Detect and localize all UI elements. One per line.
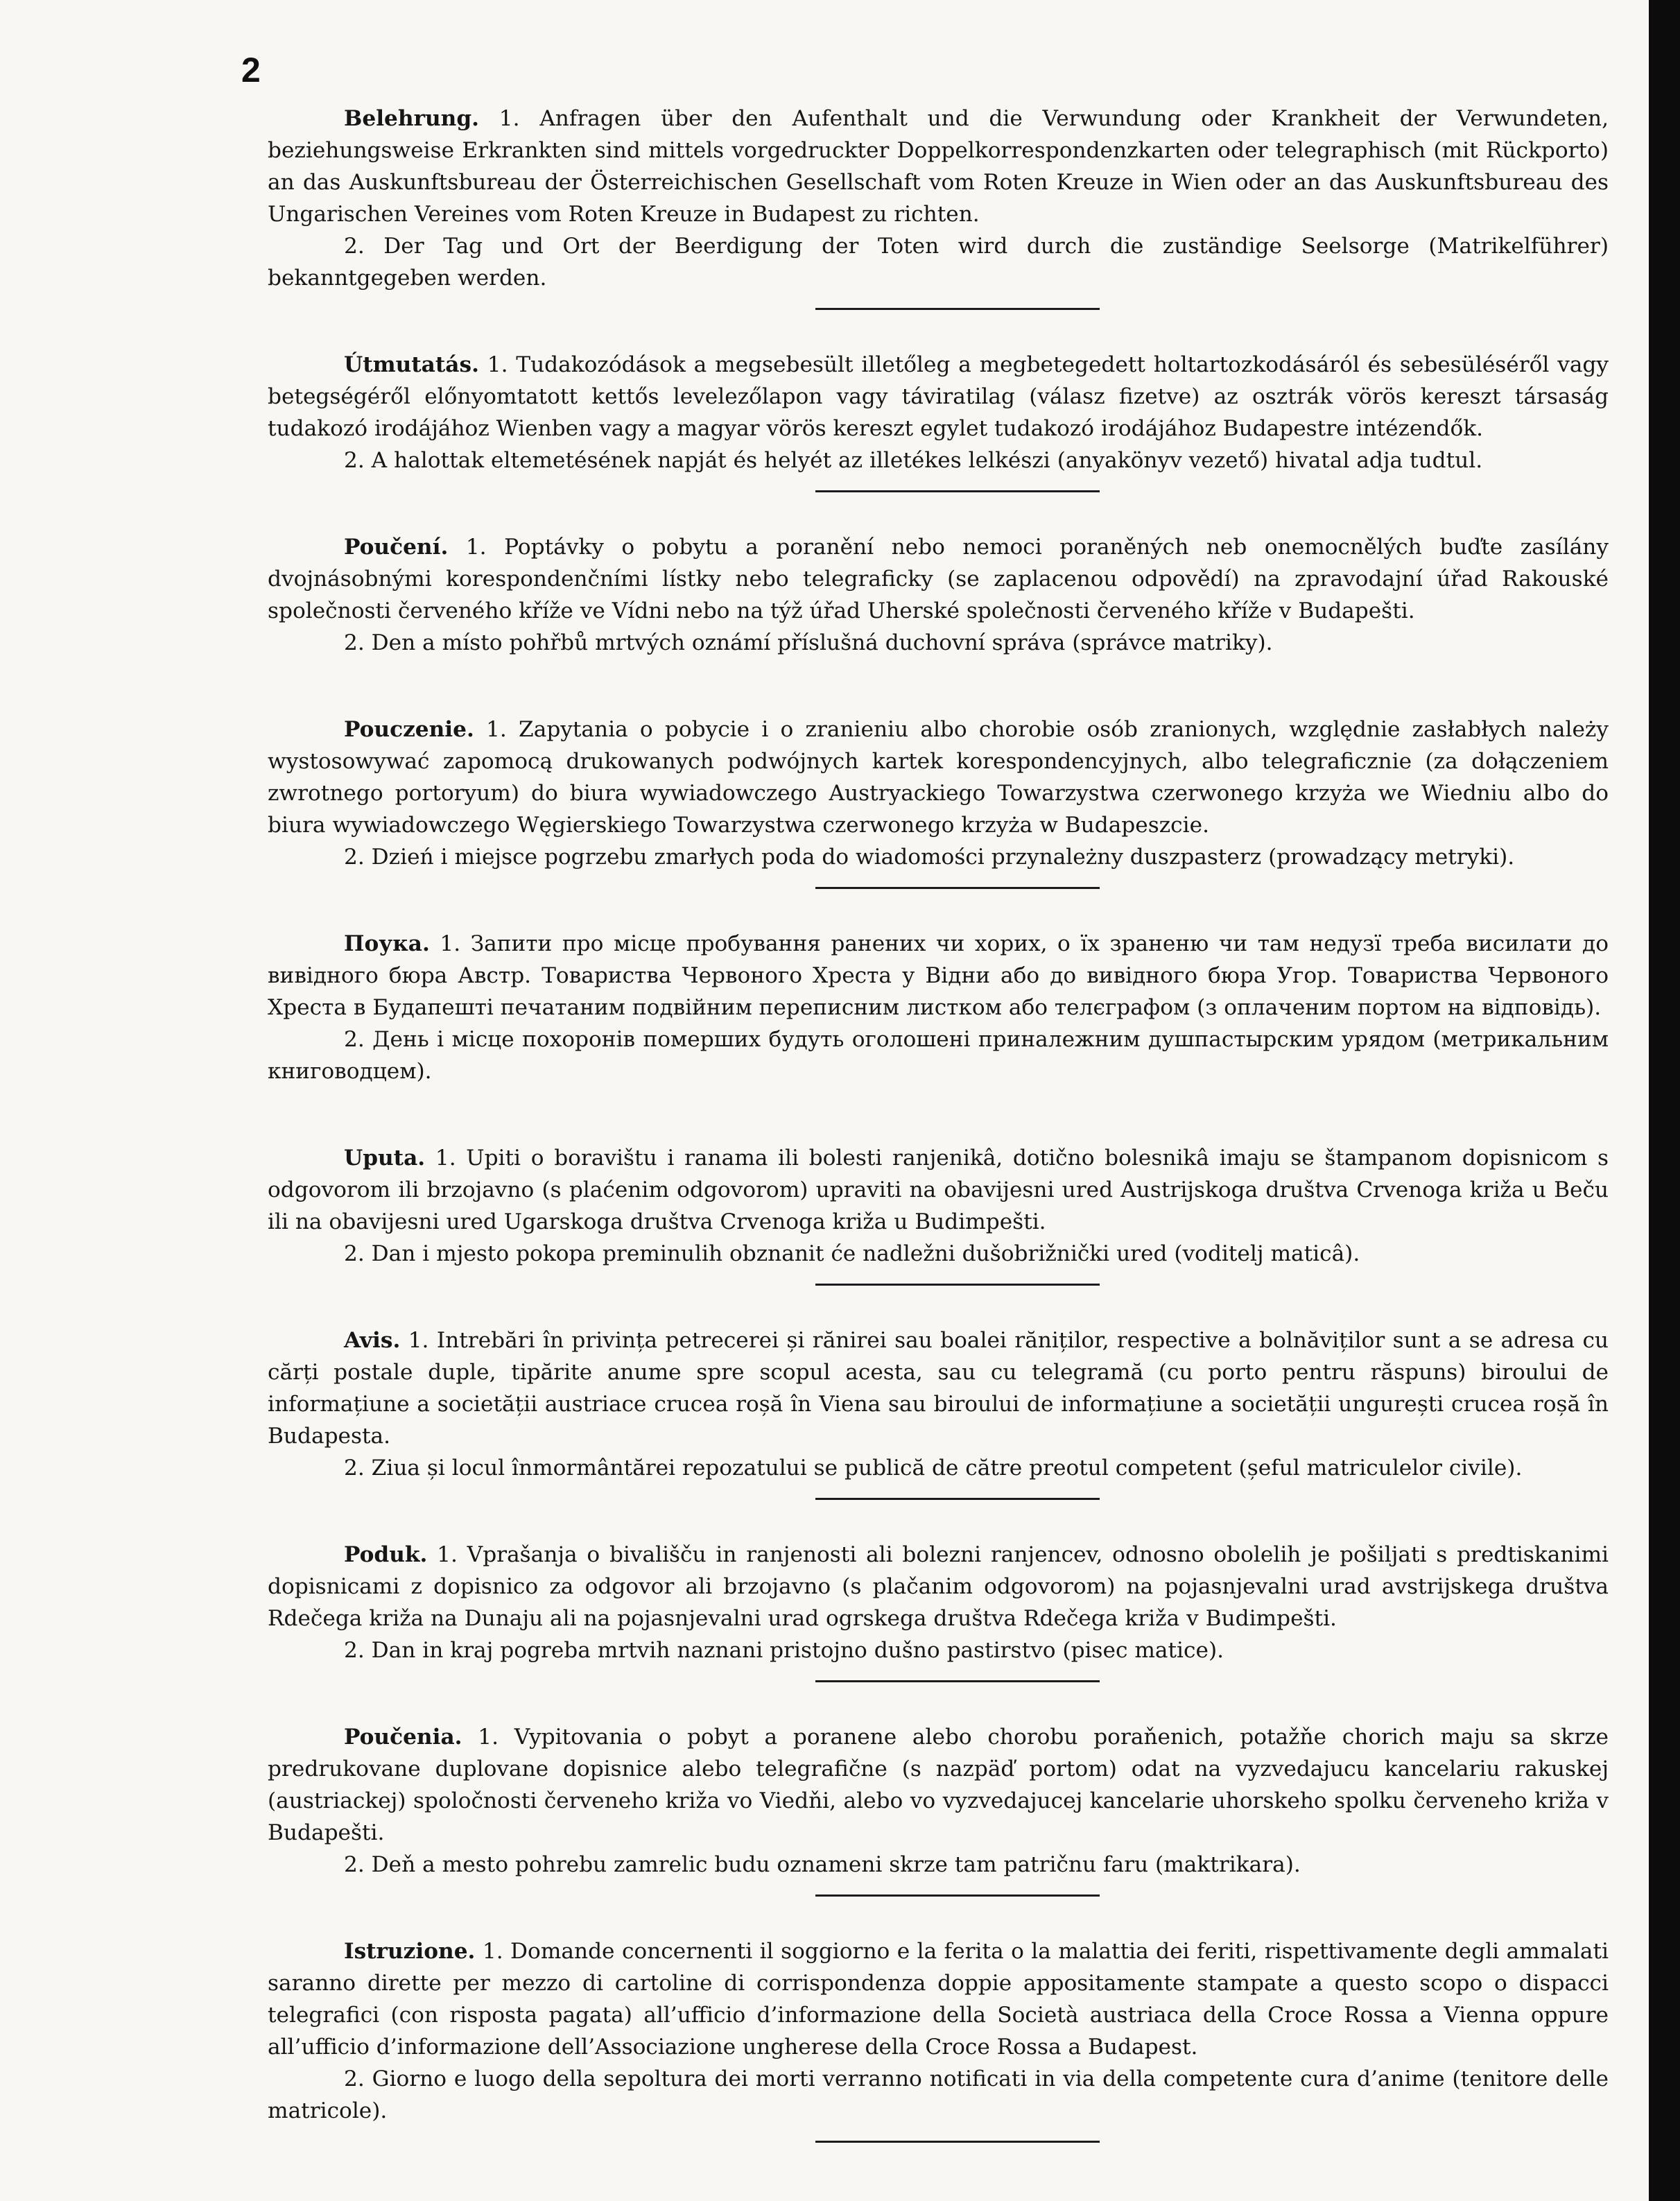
section-paragraph-2: 2. Dzień i miejsce pogrzebu zmarłych poda do wiadomości przynależny duszpasterz (prowadzący metryki).: [344, 845, 1515, 870]
section-paragraph-1: 1. Upiti o boravištu i ranama ili bolesti ranjenikâ, dotično bolesnikâ imaju se štampanom dopisnicom s odgovorom ili brzojavno (s plaćenim odgovorom) upraviti na obavijesni ured Austrijskoga društva Crvenoga križa u Beču ili na obavijesni ured Ugarskoga društva Crvenoga križa u Budimpešti.: [268, 1146, 1609, 1234]
section-slovak: [268, 1721, 1609, 1897]
section-divider: [815, 1498, 1100, 1500]
section-czech: [268, 531, 1609, 675]
section-divider: [815, 490, 1100, 492]
section-paragraph-2: 2. Dan in kraj pogreba mrtvih naznani pristojno dušno pastirstvo (pisec matice).: [344, 1638, 1224, 1663]
section-polish: [268, 714, 1609, 889]
section-divider: [815, 308, 1100, 310]
section-paragraph-2: 2. Ziua și locul înmormântărei repozatului se publică de către preotul competent (șeful matriculelor civile).: [344, 1456, 1523, 1481]
section-paragraph-1: 1. Tudakozódások a megsebesült illetőleg a megbetegedett holtartozkodásáról és sebesüléséről vagy betegségéről előnyomtatott kettős levelezőlapon vagy táviratilag (válasz fizetve) az osztrák vörös kereszt társaság tudakozó irodájához Wienben vagy a magyar vörös kereszt egylet tudakozó irodájához Budapestre intézendők.: [268, 352, 1609, 441]
section-divider: [815, 1284, 1100, 1286]
section-divider: [815, 1680, 1100, 1682]
section-croatian: [268, 1142, 1609, 1286]
section-romanian: [268, 1324, 1609, 1500]
section-title: Uputa.: [344, 1146, 426, 1171]
section-paragraph-1: 1. Domande concernenti il soggiorno e la ferita o la malattia dei feriti, rispettivamente degli ammalati saranno dirette per mezzo di cartoline di corrispondenza doppie appositamente stampate a questo scopo o dispacci telegrafici (con risposta pagata) all’ufficio d’informazione della Società austriaca della Croce Rossa a Vienna oppure all’ufficio d’informazione dell’Associazione ungherese della Croce Rossa a Budapest.: [268, 1939, 1609, 2060]
section-paragraph-1: 1. Запити про місце пробування ранених чи хорих, о їх зраненю чи там недузї треба висилати до вивідного бюра Австр. Товариства Червоного Хреста у Відни або до вивідного бюра Угор. Товариства Червоного Хреста в Будапешті печатаним подвійним переписним листком або телєграфом (з оплаченим портом на відповідь).: [268, 931, 1609, 1020]
section-ruthenian: [268, 928, 1609, 1103]
section-paragraph-2: 2. Deň a mesto pohrebu zamrelic budu oznameni skrze tam patričnu faru (maktrikara).: [344, 1852, 1301, 1877]
section-paragraph-1: 1. Vypitovania o pobyt a poranene alebo chorobu poraňenich, potažňe chorich maju sa skrze predrukovane duplovane dopisnice alebo telegrafične (s nazpäď portom) odat na vyzvedajucu kancelariu rakuskej (austriackej) spoločnosti červeneho križa vo Viedňi, alebo vo vyzvedajucej kancelarie uhorskeho spolku červeneho križa v Budapešti.: [268, 1725, 1609, 1845]
section-paragraph-2: 2. A halottak eltemetésének napját és helyét az illetékes lelkészi (anyakönyv vezető) hivatal adja tudtul.: [344, 448, 1483, 473]
section-paragraph-2: 2. Giorno e luogo della sepoltura dei morti verranno notificati in via della competente cura d’anime (tenitore delle matricole).: [268, 2066, 1609, 2123]
section-paragraph-1: 1. Poptávky o pobytu a poranění nebo nemoci poraněných neb onemocnělých buďte zasílány dvojnásobnými korespondenčními lístky nebo telegraficky (se zaplacenou odpovědí) na zpravodajní úřad Rakouské společnosti červeného kříže ve Vídni nebo na týž úřad Uherské společnosti červeného kříže v Budapešti.: [268, 535, 1609, 623]
section-paragraph-1: 1. Intrebări în privința petrecerei și rănirei sau boalei răniților, respective a bolnăviților sunt a se adresa cu cărți postale duple, tipărite anume spre scopul acesta, sau cu telegramă (cu porto pentru răspuns) biroului de informațiune a societății austriace crucea roșă în Viena sau biroului de informațiune a societății ungurești crucea roșă în Budapesta.: [268, 1328, 1609, 1449]
section-paragraph-1: 1. Anfragen über den Aufenthalt und die Verwundung oder Krankheit der Verwundeten, beziehungsweise Erkrankten sind mittels vorgedruckter Doppelkorrespondenzkarten oder telegraphisch (mit Rückporto) an das Auskunftsbureau der Österreichischen Gesellschaft vom Roten Kreuze in Wien oder an das Auskunftsbureau des Ungarischen Vereines vom Roten Kreuze in Budapest zu richten.: [268, 106, 1609, 227]
section-title: Avis.: [344, 1328, 401, 1353]
section-title: Belehrung.: [344, 106, 480, 131]
section-paragraph-1: 1. Vprašanja o bivališču in ranjenosti ali bolezni ranjencev, odnosno obolelih je pošiljati s predtiskanimi dopisnicami z dopisnico za odgovor ali brzojavno (s plačanim odgovorom) na pojasnjevalni urad avstrijskega društva Rdečega križa na Dunaju ali na pojasnjevalni urad ogrskega društva Rdečega križa v Budimpešti.: [268, 1542, 1609, 1631]
section-paragraph-2: 2. Dan i mjesto pokopa preminulih obznanit će nadležni dušobrižnički ured (voditelj maticâ).: [344, 1241, 1360, 1266]
section-title: Útmutatás.: [344, 352, 479, 377]
section-title: Poduk.: [344, 1542, 428, 1567]
section-divider: [815, 1894, 1100, 1897]
section-paragraph-2: 2. Den a místo pohřbů mrtvých oznámí příslušná duchovní správa (správce matriky).: [344, 630, 1273, 655]
section-german: [268, 103, 1609, 310]
instructions-body: [268, 103, 1609, 2143]
section-divider: [815, 887, 1100, 889]
page-number: 2: [241, 51, 261, 89]
section-italian: [268, 1935, 1609, 2143]
section-slovenian: [268, 1539, 1609, 1682]
section-title: Поука.: [344, 931, 430, 956]
section-paragraph-2: 2. Der Tag und Ort der Beerdigung der Toten wird durch die zuständige Seelsorge (Matrikelführer) bekanntgegeben werden.: [268, 234, 1609, 291]
section-title: Istruzione.: [344, 1939, 476, 1964]
section-hungarian: [268, 349, 1609, 492]
section-paragraph-1: 1. Zapytania o pobycie i o zranieniu albo chorobie osób zranionych, względnie zasłabłych należy wystosowywać zapomocą drukowanych podwójnych kartek korespondencyjnych, albo telegraficznie (za dołączeniem zwrotnego portoryum) do biura wywiadowczego Austryackiego Towarzystwa czerwonego krzyża we Wiedniu albo do biura wywiadowczego Węgierskiego Towarzystwa czerwonego krzyża w Budapeszcie.: [268, 717, 1609, 838]
section-title: Pouczenie.: [344, 717, 474, 742]
section-paragraph-2: 2. День і місце похоронів померших будуть оголошені приналежним душпастырским урядом (метрикальним книговодцем).: [268, 1027, 1609, 1084]
section-title: Poučení.: [344, 535, 449, 560]
section-divider: [815, 2141, 1100, 2143]
section-title: Poučenia.: [344, 1725, 462, 1750]
